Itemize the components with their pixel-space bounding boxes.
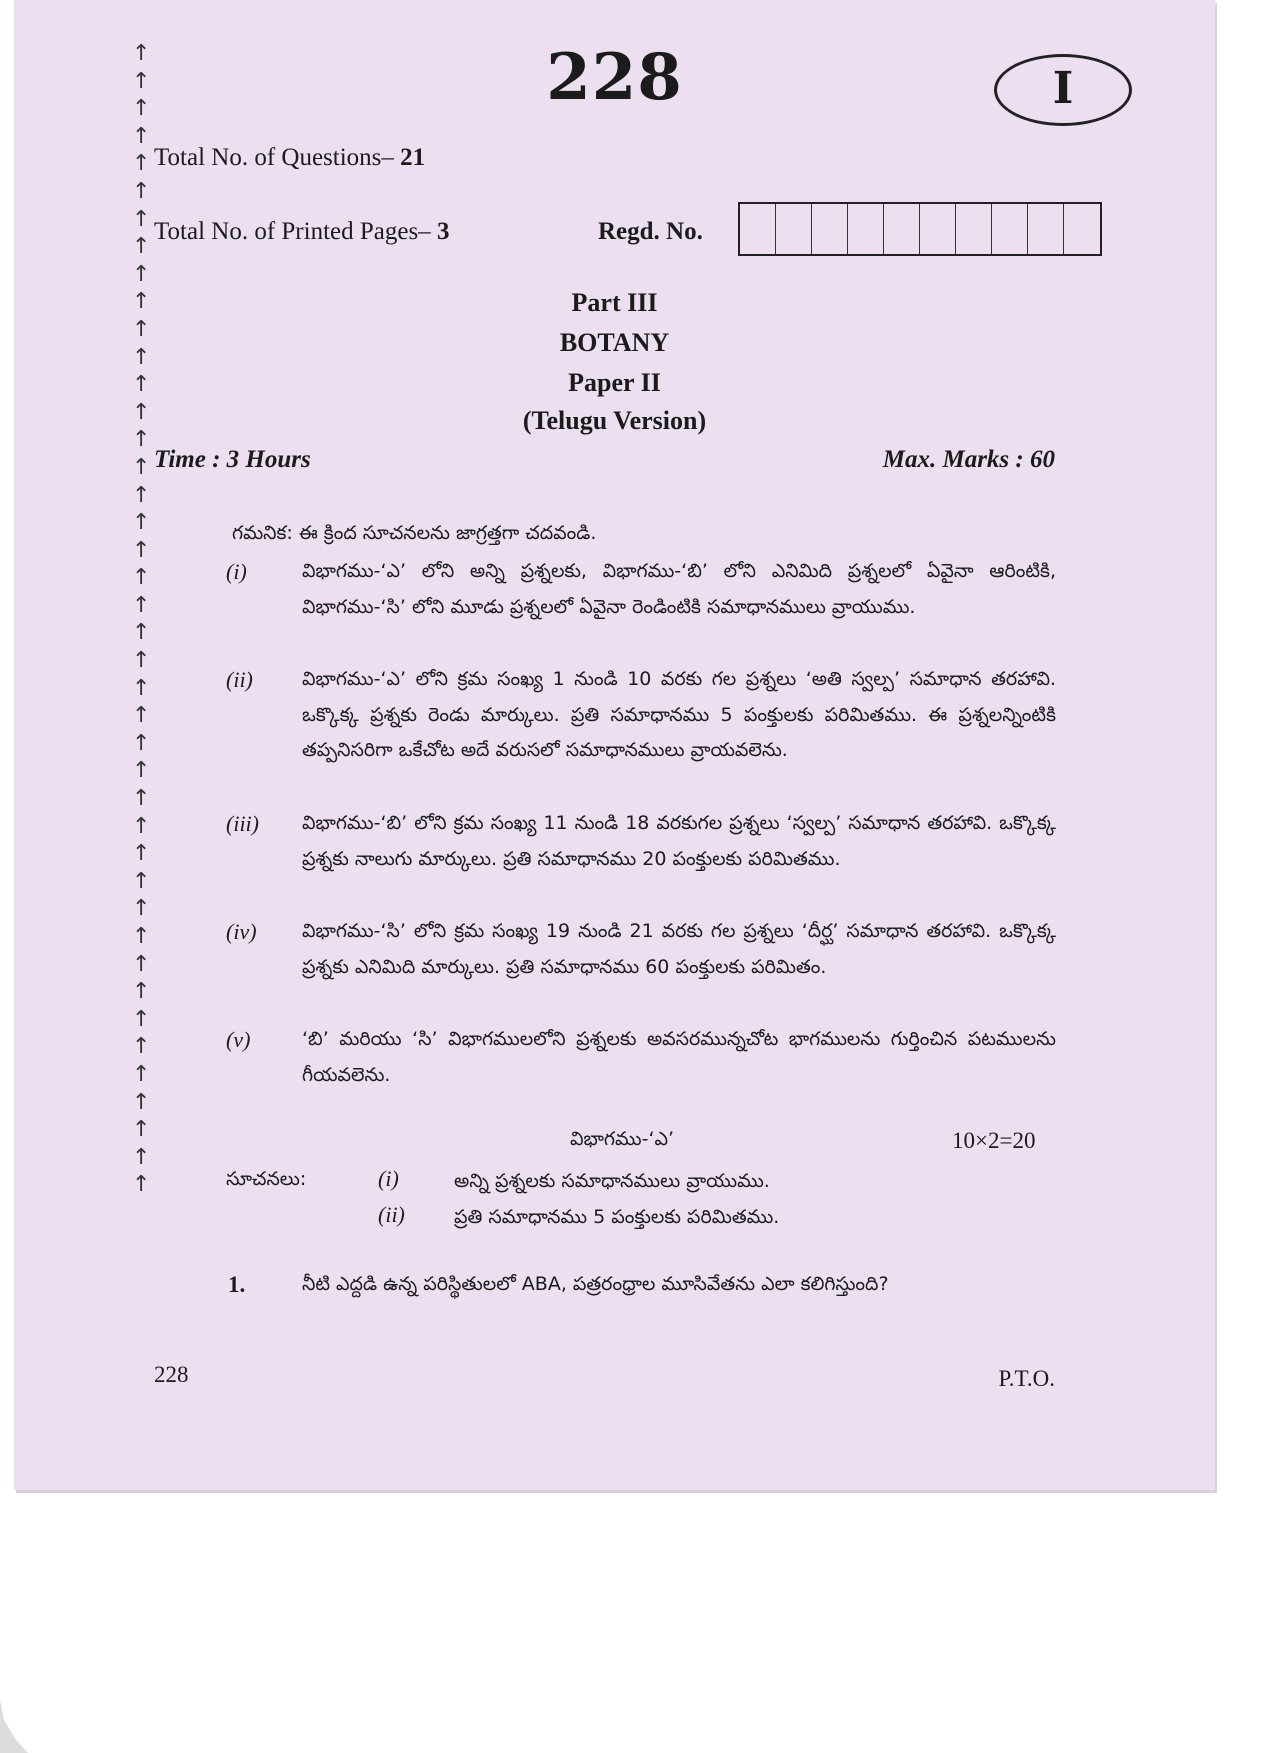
total-pages xyxy=(154,218,449,246)
margin-arrow-icon: ↑ xyxy=(132,1006,151,1032)
margin-arrow-icon: ↑ xyxy=(132,261,151,287)
margin-arrow-icon: ↑ xyxy=(132,123,151,149)
margin-arrow-icon: ↑ xyxy=(132,234,151,260)
margin-arrows xyxy=(132,40,152,1199)
instruction-number: (ii) xyxy=(226,667,253,692)
regd-digit-box[interactable] xyxy=(956,204,992,254)
guidelines-label: సూచనలు: xyxy=(226,1168,307,1190)
regd-digit-box[interactable] xyxy=(740,204,776,254)
instruction-text: విభాగము-‘ఎ’ లోని అన్ని ప్రశ్నలకు, విభాగము-‘బి’ లోని ఎనిమిది ప్రశ్నలలో ఏవైనా ఆరింటికి, విభాగము-‘సి’ లోని మూడు ప్రశ్నలలో ఏవైనా రెండింటికి సమాధానములు వ్రాయుము. xyxy=(302,560,1056,618)
margin-arrow-icon: ↑ xyxy=(132,868,151,894)
section-marks: 10×2=20 xyxy=(952,1128,1036,1153)
total-pages-label: Total No. of Printed Pages– xyxy=(154,218,431,245)
footer-pto: P.T.O. xyxy=(998,1366,1055,1391)
time-allowed: Time : 3 Hours xyxy=(154,446,311,473)
margin-arrow-icon: ↑ xyxy=(132,96,151,122)
margin-arrow-icon: ↑ xyxy=(132,178,151,204)
regd-digit-box[interactable] xyxy=(848,204,884,254)
guideline-text: ప్రతి సమాధానము 5 పంక్తులకు పరిమితము. xyxy=(454,1206,780,1228)
instruction-item xyxy=(226,806,1056,877)
instruction-text: విభాగము-‘బి’ లోని క్రమ సంఖ్య 11 నుండి 18 వరకుగల ప్రశ్నలు ‘స్వల్ప’ సమాధాన తరహావి. ఒక్కొక్క ప్రశ్నకు నాలుగు మార్కులు. ప్రతి సమాధానము 20 పంక్తులకు పరిమితము. xyxy=(302,812,1056,870)
instruction-number: (v) xyxy=(226,1027,251,1052)
instruction-number: (iv) xyxy=(226,919,257,944)
margin-arrow-icon: ↑ xyxy=(132,565,151,591)
guideline-number: (i) xyxy=(378,1166,399,1191)
margin-arrow-icon: ↑ xyxy=(132,537,151,563)
total-pages-value: 3 xyxy=(436,218,450,245)
question-text: నీటి ఎద్దడి ఉన్న పరిస్థితులలో ABA, పత్రరంధ్రాల మూసివేతను ఎలా కలిగిస్తుంది? xyxy=(302,1273,889,1295)
page-corner-mark xyxy=(0,1700,30,1753)
margin-arrow-icon: ↑ xyxy=(132,841,151,867)
regd-digit-box[interactable] xyxy=(884,204,920,254)
instruction-item xyxy=(226,1022,1056,1093)
margin-arrow-icon: ↑ xyxy=(132,372,151,398)
margin-arrow-icon: ↑ xyxy=(132,344,151,370)
total-questions-value: 21 xyxy=(400,144,426,171)
margin-arrow-icon: ↑ xyxy=(132,675,151,701)
regd-digit-box[interactable] xyxy=(1028,204,1064,254)
margin-arrow-icon: ↑ xyxy=(132,454,151,480)
margin-arrow-icon: ↑ xyxy=(132,482,151,508)
regd-digit-box[interactable] xyxy=(812,204,848,254)
margin-arrow-icon: ↑ xyxy=(132,1034,151,1060)
guideline-text: అన్ని ప్రశ్నలకు సమాధానములు వ్రాయుము. xyxy=(454,1170,770,1192)
margin-arrow-icon: ↑ xyxy=(132,151,151,177)
regd-digit-box[interactable] xyxy=(920,204,956,254)
margin-arrow-icon: ↑ xyxy=(132,1117,151,1143)
subject-title: BOTANY xyxy=(559,328,670,357)
margin-arrow-icon: ↑ xyxy=(132,896,151,922)
instruction-text: ‘బి’ మరియు ‘సి’ విభాగములలోని ప్రశ్నలకు అవసరమున్నచోట భాగములను గుర్తించిన పటములను గీయవలెను. xyxy=(302,1028,1056,1086)
part-title: Part III xyxy=(571,288,658,317)
margin-arrow-icon: ↑ xyxy=(132,1172,151,1198)
margin-arrow-icon: ↑ xyxy=(132,399,151,425)
series-badge: I xyxy=(994,54,1132,126)
instruction-number: (iii) xyxy=(226,811,259,836)
margin-arrow-icon: ↑ xyxy=(132,206,151,232)
margin-arrow-icon: ↑ xyxy=(132,703,151,729)
margin-arrow-icon: ↑ xyxy=(132,924,151,949)
margin-arrow-icon: ↑ xyxy=(132,68,151,94)
margin-arrow-icon: ↑ xyxy=(132,1089,151,1115)
margin-arrow-icon: ↑ xyxy=(132,951,151,977)
instruction-item xyxy=(226,662,1056,769)
margin-arrow-icon: ↑ xyxy=(132,592,151,618)
margin-arrow-icon: ↑ xyxy=(132,620,151,646)
margin-arrow-icon: ↑ xyxy=(132,427,151,453)
regd-no-label: Regd. No. xyxy=(598,218,703,245)
regd-digit-box[interactable] xyxy=(992,204,1028,254)
paper-code: 228 xyxy=(546,40,683,115)
total-questions xyxy=(154,144,425,172)
instruction-number: (i) xyxy=(226,559,247,584)
margin-arrow-icon: ↑ xyxy=(132,1144,151,1170)
question-number: 1. xyxy=(228,1272,246,1297)
footer-paper-code: 228 xyxy=(154,1362,189,1387)
regd-digit-box[interactable] xyxy=(1064,204,1100,254)
instruction-item xyxy=(226,554,1056,625)
instruction-item xyxy=(226,914,1056,985)
version-title: (Telugu Version) xyxy=(522,406,707,435)
margin-arrow-icon: ↑ xyxy=(132,510,151,536)
max-marks: Max. Marks : 60 xyxy=(882,446,1055,473)
regd-digit-box[interactable] xyxy=(776,204,812,254)
margin-arrow-icon: ↑ xyxy=(132,648,151,674)
regd-no-boxes[interactable] xyxy=(738,202,1102,256)
exam-paper-sheet xyxy=(14,0,1215,1490)
instruction-text: విభాగము-‘ఎ’ లోని క్రమ సంఖ్య 1 నుండి 10 వరకు గల ప్రశ్నలు ‘అతి స్వల్ప’ సమాధాన తరహావి. ఒక్కొక్క ప్రశ్నకు రెండు మార్కులు. ప్రతి సమాధానము 5 పంక్తులకు పరిమితము. ఈ ప్రశ్నలన్నింటికి తప్పనిసరిగా ఒకేచోట అదే వరుసలో సమాధానములు వ్రాయవలెను. xyxy=(302,668,1056,761)
margin-arrow-icon: ↑ xyxy=(132,813,151,839)
margin-arrow-icon: ↑ xyxy=(132,289,151,315)
total-questions-label: Total No. of Questions– xyxy=(154,144,394,171)
margin-arrow-icon: ↑ xyxy=(132,41,151,66)
guideline-number: (ii) xyxy=(378,1202,405,1227)
margin-arrow-icon: ↑ xyxy=(132,1061,151,1087)
margin-arrow-icon: ↑ xyxy=(132,316,151,342)
section-title: విభాగము-‘ఎ’ xyxy=(570,1128,675,1150)
margin-arrow-icon: ↑ xyxy=(132,979,151,1005)
note-heading: గమనిక: ఈ క్రింద సూచనలను జాగ్రత్తగా చదవండి. xyxy=(232,522,597,544)
instruction-text: విభాగము-‘సి’ లోని క్రమ సంఖ్య 19 నుండి 21 వరకు గల ప్రశ్నలు ‘దీర్ఘ’ సమాధాన తరహావి. ఒక్కొక్క ప్రశ్నకు ఎనిమిది మార్కులు. ప్రతి సమాధానము 60 పంక్తులకు పరిమితం. xyxy=(302,920,1056,978)
paper-title: Paper II xyxy=(568,368,661,397)
margin-arrow-icon: ↑ xyxy=(132,758,151,784)
margin-arrow-icon: ↑ xyxy=(132,730,151,756)
margin-arrow-icon: ↑ xyxy=(132,786,151,812)
